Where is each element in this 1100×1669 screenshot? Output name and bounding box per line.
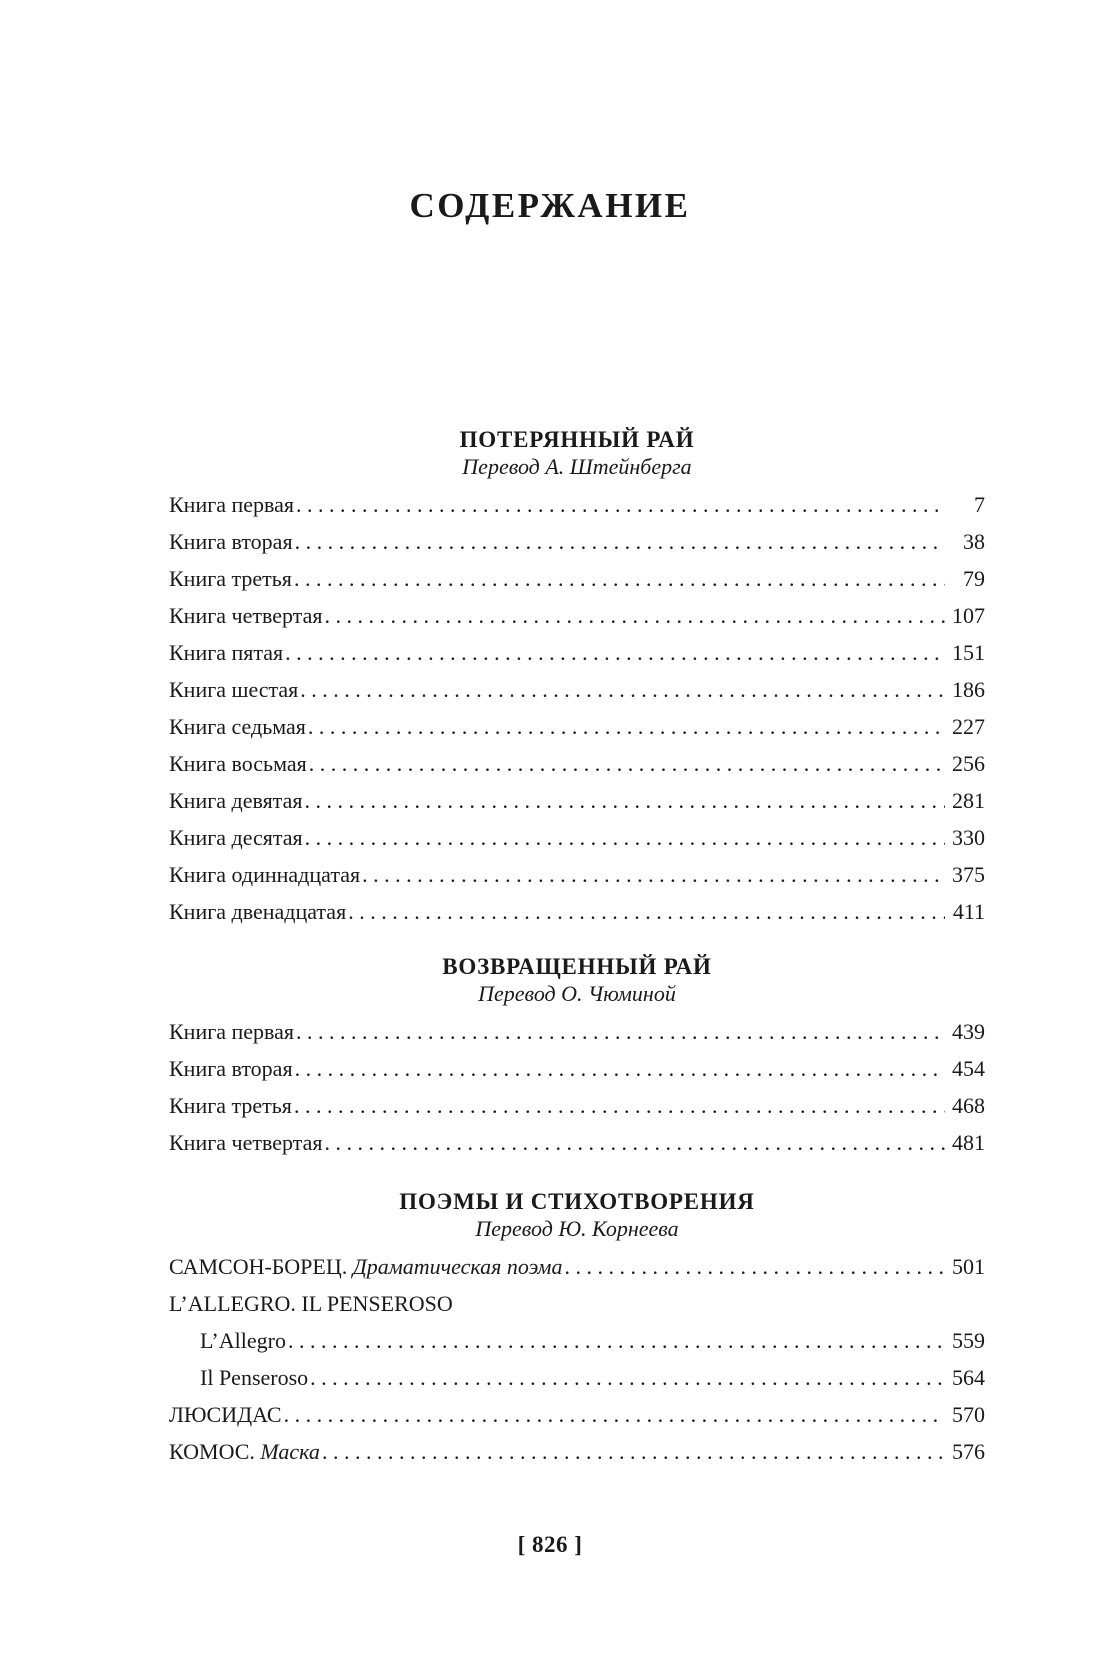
toc-entry[interactable] <box>169 597 985 634</box>
entry-page-number: 256 <box>952 751 985 776</box>
toc-entry[interactable] <box>169 708 985 745</box>
dot-leader <box>285 634 945 671</box>
toc-entry[interactable] <box>169 560 985 597</box>
entry-page-number: 576 <box>952 1439 985 1464</box>
entry-page-number: 468 <box>952 1093 985 1118</box>
entry-title: ЛЮСИДАС <box>169 1402 282 1427</box>
entry-title: Книга одиннадцатая <box>169 862 361 887</box>
entry-title: Книга первая <box>169 1019 295 1044</box>
toc-entry[interactable] <box>169 1087 985 1124</box>
toc-entry[interactable] <box>169 1248 985 1285</box>
entry-page-number: 186 <box>952 677 985 702</box>
toc-entry[interactable] <box>169 671 985 708</box>
entry-title-main: КОМОС. <box>169 1439 255 1464</box>
page-number: [ 826 ] <box>517 1532 583 1557</box>
toc-entry[interactable] <box>169 634 985 671</box>
entry-title-main: САМСОН-БОРЕЦ. <box>169 1254 348 1279</box>
entry-title: Книга пятая <box>169 640 284 665</box>
entry-page-number: 79 <box>963 566 985 591</box>
entry-title <box>169 1248 562 1285</box>
toc-entry[interactable] <box>169 782 985 819</box>
dot-leader <box>348 893 945 930</box>
entry-page-number: 107 <box>952 603 985 628</box>
entry-subtitle: Маска <box>260 1439 320 1464</box>
entry-title: Il Penseroso <box>200 1365 309 1390</box>
entry-page-number: 227 <box>952 714 985 739</box>
entry-page-number: 151 <box>952 640 985 665</box>
section-header-poems <box>169 1187 985 1242</box>
entry-title: Книга вторая <box>169 1056 293 1081</box>
toc-entry[interactable] <box>169 1050 985 1087</box>
entry-page-number: 570 <box>952 1402 985 1427</box>
dot-leader <box>304 782 945 819</box>
dot-leader <box>324 1124 945 1161</box>
page-title: СОДЕРЖАНИЕ <box>409 186 691 225</box>
entry-title <box>169 1433 320 1470</box>
section-title: ПОЭМЫ И СТИХОТВОРЕНИЯ <box>399 1189 755 1214</box>
section-header-paradise-lost <box>169 425 985 480</box>
entry-title: Книга четвертая <box>169 603 323 628</box>
dot-leader <box>296 486 945 523</box>
dot-leader <box>310 1359 945 1396</box>
toc-group-heading: L’ALLEGRO. IL PENSEROSO <box>169 1291 453 1316</box>
table-of-contents <box>169 425 985 1470</box>
entry-title: Книга десятая <box>169 825 303 850</box>
toc-entry[interactable] <box>169 1013 985 1050</box>
section-translator: Перевод Ю. Корнеева <box>475 1216 679 1241</box>
entry-title: Книга третья <box>169 1093 292 1118</box>
dot-leader <box>362 856 945 893</box>
entry-title: Книга первая <box>169 492 295 517</box>
dot-leader <box>324 597 945 634</box>
dot-leader <box>309 745 945 782</box>
dot-leader <box>300 671 945 708</box>
toc-entry[interactable] <box>169 1124 985 1161</box>
dot-leader <box>305 819 945 856</box>
entry-page-number: 439 <box>952 1019 985 1044</box>
entry-page-number: 454 <box>952 1056 985 1081</box>
entry-title: Книга четвертая <box>169 1130 323 1155</box>
dot-leader <box>295 523 945 560</box>
entry-page-number: 564 <box>952 1365 985 1390</box>
section-translator: Перевод А. Штейнберга <box>462 454 692 479</box>
toc-entry[interactable] <box>169 819 985 856</box>
toc-entry[interactable] <box>169 523 985 560</box>
dot-leader <box>322 1433 945 1470</box>
entry-title: Книга двенадцатая <box>169 899 347 924</box>
toc-entry[interactable] <box>169 893 985 930</box>
entry-title: Книга третья <box>169 566 292 591</box>
dot-leader <box>284 1396 945 1433</box>
toc-entry[interactable] <box>169 1359 985 1396</box>
entry-page-number: 501 <box>952 1254 985 1279</box>
dot-leader <box>288 1322 945 1359</box>
toc-entry[interactable] <box>169 1322 985 1359</box>
entry-page-number: 411 <box>952 899 985 924</box>
dot-leader <box>564 1248 945 1285</box>
section-header-paradise-regained <box>169 952 985 1007</box>
entry-page-number: 375 <box>952 862 985 887</box>
toc-entry[interactable] <box>169 856 985 893</box>
toc-entry[interactable] <box>169 1433 985 1470</box>
entry-page-number: 481 <box>952 1130 985 1155</box>
entry-title: Книга седьмая <box>169 714 306 739</box>
entry-subtitle: Драматическая поэма <box>352 1254 563 1279</box>
entry-page-number: 559 <box>952 1328 985 1353</box>
section-title: ПОТЕРЯННЫЙ РАЙ <box>459 427 695 452</box>
dot-leader <box>308 708 945 745</box>
entry-title: Книга вторая <box>169 529 293 554</box>
dot-leader <box>296 1013 945 1050</box>
entry-title: Книга шестая <box>169 677 299 702</box>
entry-page-number: 7 <box>974 492 985 517</box>
section-title: ВОЗВРАЩЕННЫЙ РАЙ <box>442 954 712 979</box>
section-spacer <box>169 930 985 952</box>
toc-entry[interactable] <box>169 486 985 523</box>
dot-leader <box>294 560 945 597</box>
entry-page-number: 281 <box>952 788 985 813</box>
entry-page-number: 38 <box>963 529 985 554</box>
section-translator: Перевод О. Чюминой <box>478 981 676 1006</box>
dot-leader <box>295 1050 945 1087</box>
entry-title: Книга девятая <box>169 788 303 813</box>
section-spacer <box>169 1161 985 1187</box>
entry-title: Книга восьмая <box>169 751 307 776</box>
entry-page-number: 330 <box>952 825 985 850</box>
toc-entry[interactable] <box>169 1396 985 1433</box>
dot-leader <box>294 1087 945 1124</box>
toc-entry[interactable] <box>169 745 985 782</box>
entry-title: L’Allegro <box>200 1328 286 1353</box>
